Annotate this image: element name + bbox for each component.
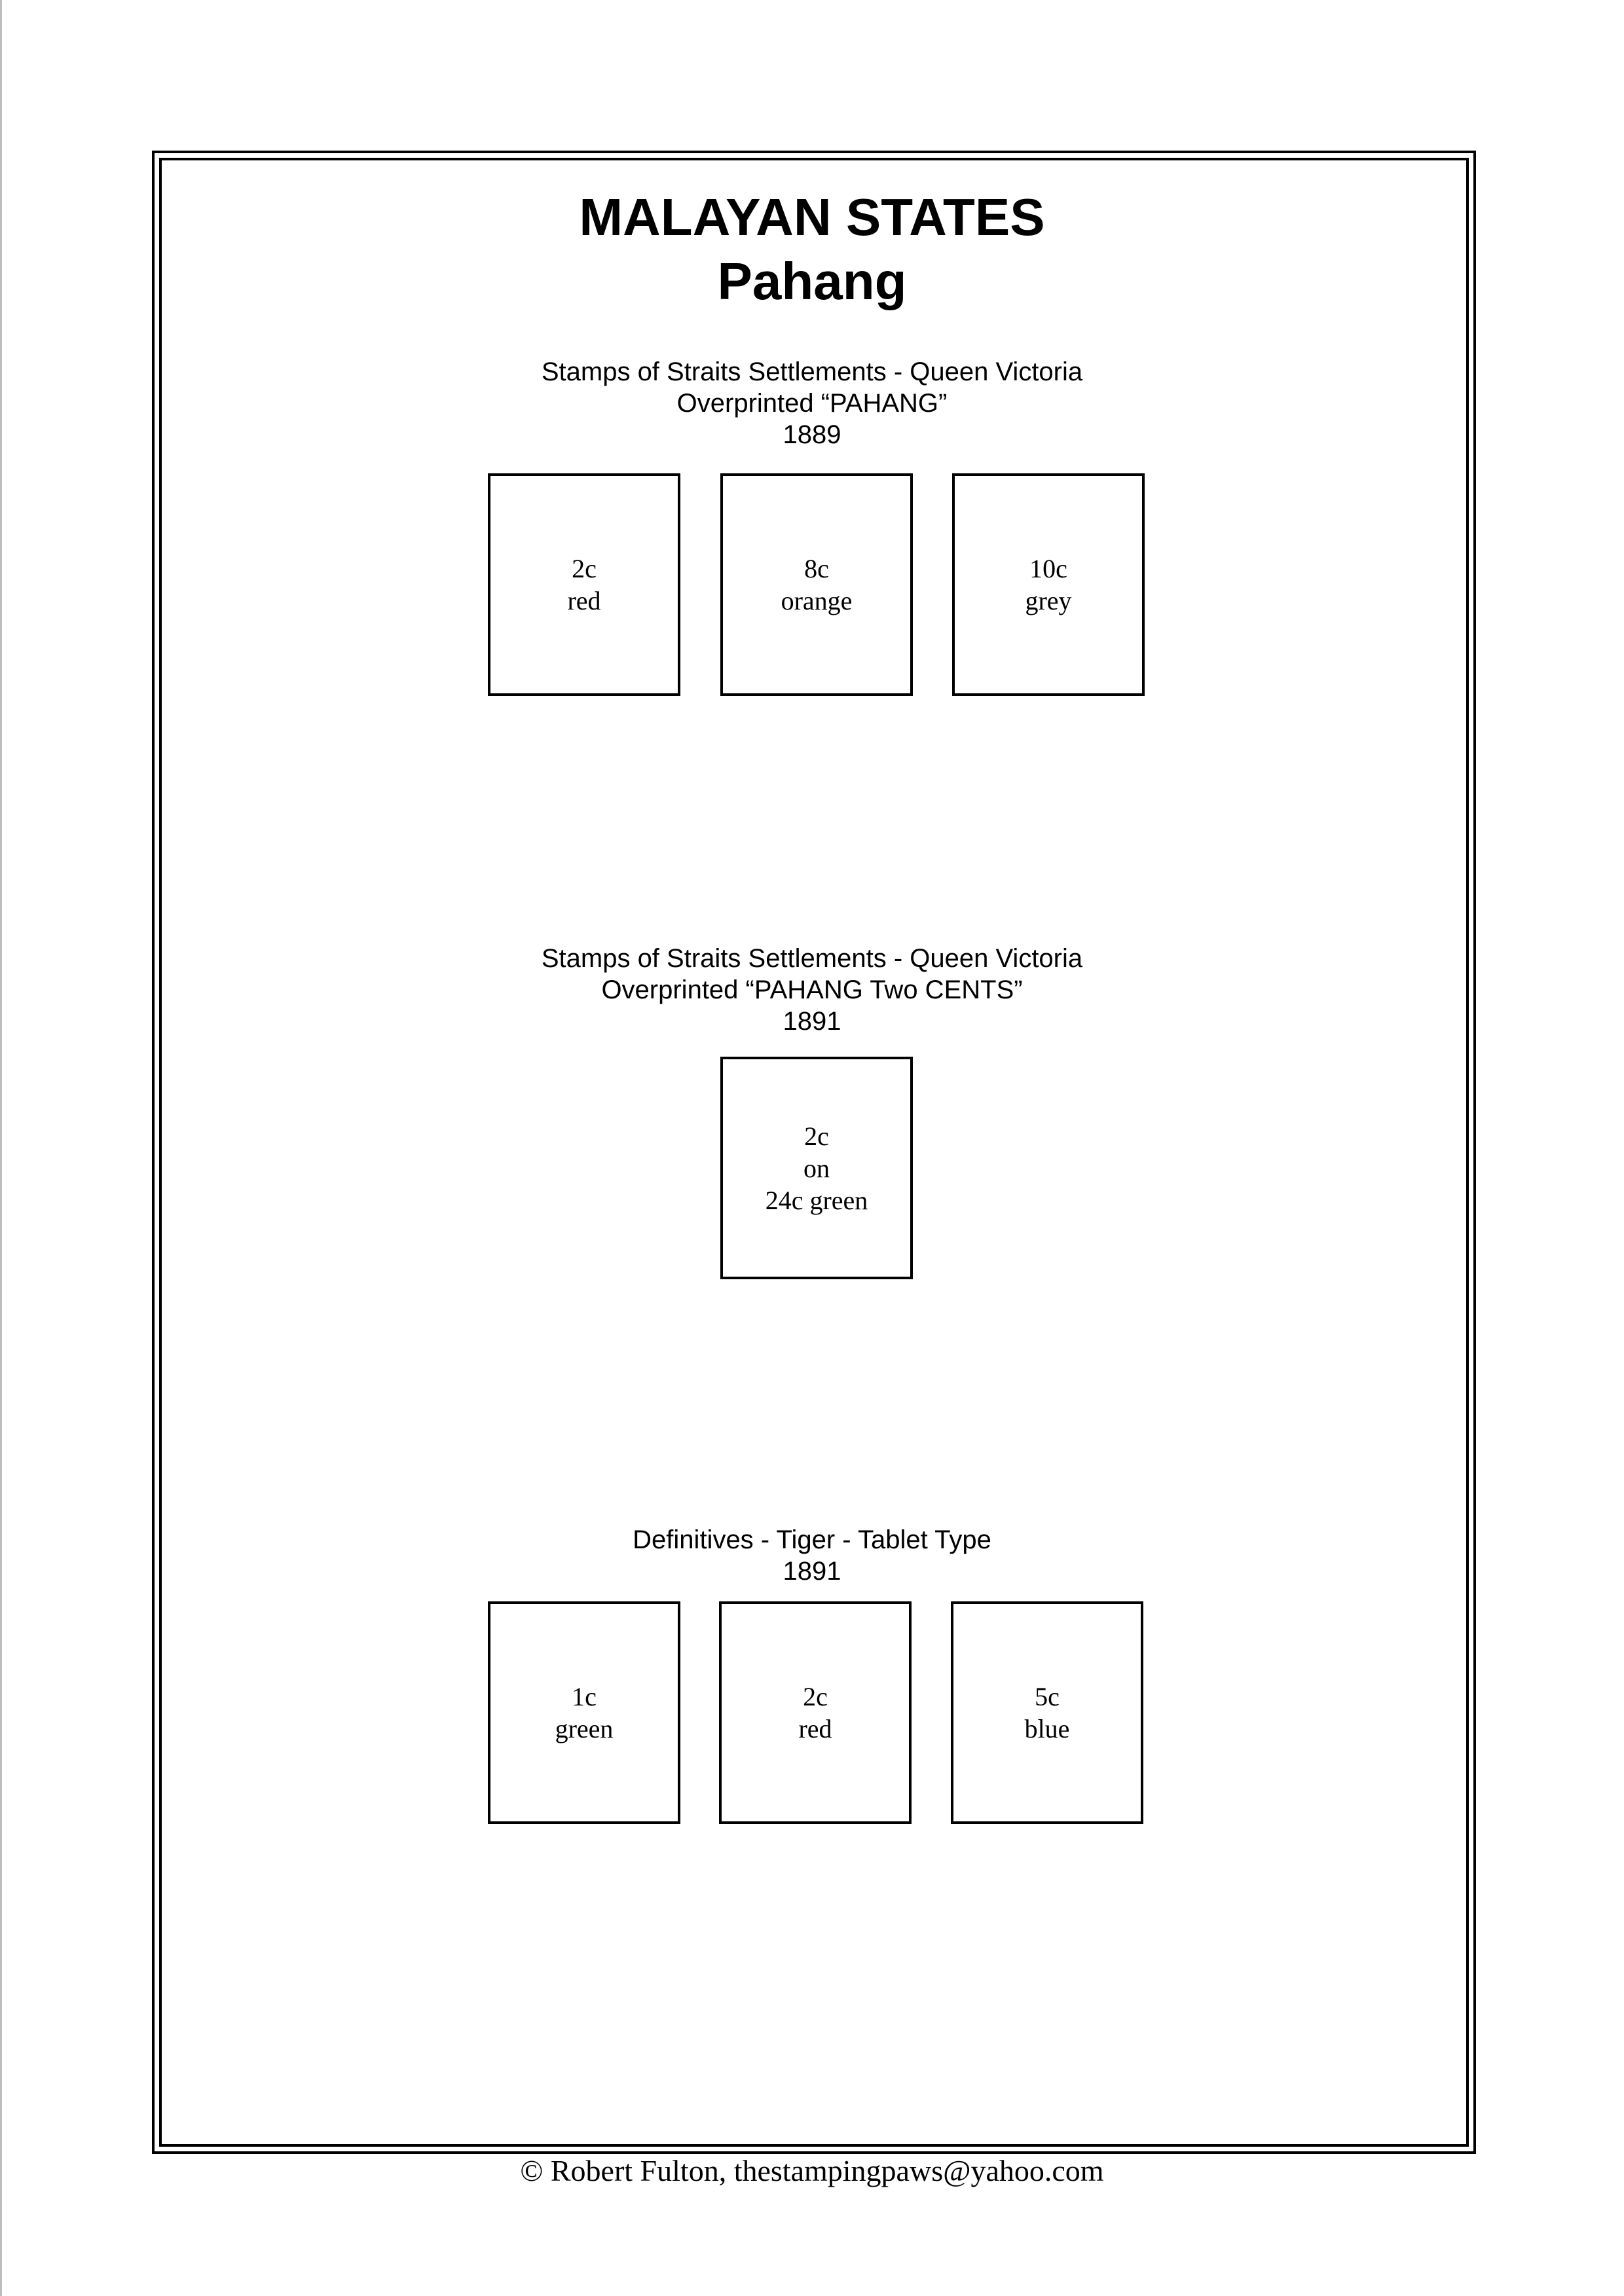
section-3-heading-line-1: Definitives - Tiger - Tablet Type xyxy=(633,1525,991,1554)
stamp-box xyxy=(488,473,680,696)
stamp-box xyxy=(720,1057,913,1279)
stamp-box xyxy=(952,473,1145,696)
stamp-box xyxy=(951,1601,1143,1824)
section-3-year: 1891 xyxy=(783,1557,841,1586)
stamp-original-value: 24c green xyxy=(765,1185,868,1215)
section-2-heading-line-1: Stamps of Straits Settlements - Queen Victoria xyxy=(541,944,1083,973)
stamp-denomination: 10c xyxy=(1029,554,1067,583)
stamp-color: orange xyxy=(781,586,853,615)
section-2-heading-line-2: Overprinted “PAHANG Two CENTS” xyxy=(601,975,1023,1004)
stamp-color: red xyxy=(567,586,601,615)
stamp-denomination: 1c xyxy=(572,1682,597,1711)
page-left-edge xyxy=(0,0,2,2296)
stamp-color: green xyxy=(555,1714,614,1743)
section-1-year: 1889 xyxy=(783,420,841,449)
stamp-box xyxy=(488,1601,680,1824)
stamp-denomination: 2c xyxy=(803,1682,828,1711)
stamp-denomination: 2c xyxy=(572,554,597,583)
section-1-heading-line-2: Overprinted “PAHANG” xyxy=(676,389,948,418)
stamp-color: grey xyxy=(1025,586,1072,615)
page-title: MALAYAN STATES xyxy=(579,188,1045,246)
stamp-box xyxy=(719,1601,912,1824)
section-2-year: 1891 xyxy=(783,1007,841,1036)
footer-copyright: © Robert Fulton, thestampingpaws@yahoo.com xyxy=(520,2154,1104,2187)
stamp-surcharge-word: on xyxy=(803,1153,830,1183)
stamp-color: blue xyxy=(1024,1714,1070,1743)
stamp-denomination: 5c xyxy=(1035,1682,1060,1711)
stamp-box xyxy=(720,473,913,696)
stamp-denomination: 2c xyxy=(804,1121,829,1151)
page-subtitle: Pahang xyxy=(717,252,907,310)
stamp-color: red xyxy=(798,1714,832,1743)
section-1-heading-line-1: Stamps of Straits Settlements - Queen Victoria xyxy=(541,357,1083,386)
stamp-denomination: 8c xyxy=(804,554,829,583)
